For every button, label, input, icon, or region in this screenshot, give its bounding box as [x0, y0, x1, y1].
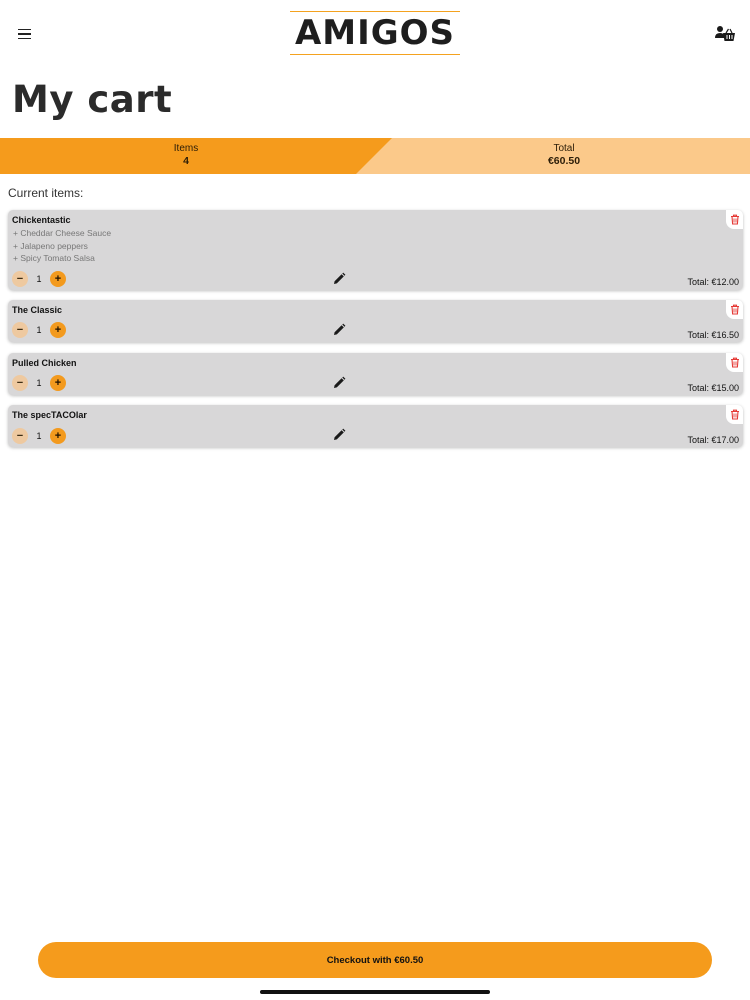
cart-item-total: Total: €15.00	[687, 383, 739, 393]
current-items-label: Current items:	[8, 186, 84, 200]
pencil-icon	[332, 376, 346, 390]
decrease-quantity-button[interactable]: −	[12, 271, 28, 287]
summary-total	[514, 143, 614, 167]
edit-item-button[interactable]	[332, 323, 346, 337]
summary-items	[136, 143, 236, 167]
summary-items-label: Items	[173, 143, 199, 154]
remove-item-button[interactable]	[726, 405, 743, 424]
quantity-stepper	[12, 322, 66, 338]
increase-quantity-button[interactable]: +	[50, 375, 66, 391]
user-basket-icon	[714, 24, 738, 44]
pencil-icon	[332, 272, 346, 286]
cart-item-card	[8, 353, 743, 395]
home-indicator	[260, 990, 490, 994]
cart-item-options	[13, 227, 111, 265]
pencil-icon	[332, 428, 346, 442]
edit-item-button[interactable]	[332, 272, 346, 286]
increase-quantity-button[interactable]: +	[50, 322, 66, 338]
cart-item-card	[8, 210, 743, 290]
quantity-value: 1	[36, 274, 42, 284]
pencil-icon	[332, 323, 346, 337]
decrease-quantity-button[interactable]: −	[12, 322, 28, 338]
decrease-quantity-button[interactable]: −	[12, 375, 28, 391]
menu-button[interactable]	[14, 24, 36, 44]
trash-icon	[730, 409, 740, 420]
amigos-logo	[290, 11, 460, 55]
cart-item-name: The Classic	[12, 305, 63, 315]
trash-icon	[730, 304, 740, 315]
quantity-stepper	[12, 271, 66, 287]
summary-items-value: 4	[183, 155, 189, 167]
cart-item-total: Total: €17.00	[687, 435, 739, 445]
page-title: My cart	[12, 78, 173, 121]
cart-summary-banner	[0, 138, 750, 174]
cart-item-name: Chickentastic	[12, 215, 71, 225]
trash-icon	[730, 357, 740, 368]
cart-item-total: Total: €16.50	[687, 330, 739, 340]
summary-total-label: Total	[553, 143, 575, 154]
cart-item-option: + Cheddar Cheese Sauce	[13, 228, 112, 238]
remove-item-button[interactable]	[726, 300, 743, 319]
summary-total-value: €60.50	[547, 155, 581, 167]
edit-item-button[interactable]	[332, 376, 346, 390]
edit-item-button[interactable]	[332, 428, 346, 442]
checkout-button[interactable]: Checkout with €60.50	[38, 942, 712, 978]
quantity-stepper	[12, 428, 66, 444]
increase-quantity-button[interactable]: +	[50, 428, 66, 444]
hamburger-menu-icon	[18, 29, 31, 31]
account-cart-button[interactable]	[714, 24, 738, 44]
cart-item-option: + Spicy Tomato Salsa	[13, 253, 95, 263]
decrease-quantity-button[interactable]: −	[12, 428, 28, 444]
increase-quantity-button[interactable]: +	[50, 271, 66, 287]
quantity-stepper	[12, 375, 66, 391]
cart-item-card	[8, 405, 743, 447]
cart-item-option: + Jalapeno peppers	[13, 240, 88, 251]
summary-background	[0, 138, 750, 174]
remove-item-button[interactable]	[726, 210, 743, 229]
cart-item-name: The specTACOlar	[12, 410, 87, 420]
cart-item-total: Total: €12.00	[687, 277, 739, 287]
quantity-value: 1	[36, 378, 42, 388]
remove-item-button[interactable]	[726, 353, 743, 372]
quantity-value: 1	[36, 325, 42, 335]
trash-icon	[730, 214, 740, 225]
app-header	[0, 0, 750, 66]
cart-item-name: Pulled Chicken	[12, 358, 77, 368]
cart-item-card	[8, 300, 743, 342]
logo-text: AMIGOS	[294, 13, 456, 53]
quantity-value: 1	[36, 431, 42, 441]
